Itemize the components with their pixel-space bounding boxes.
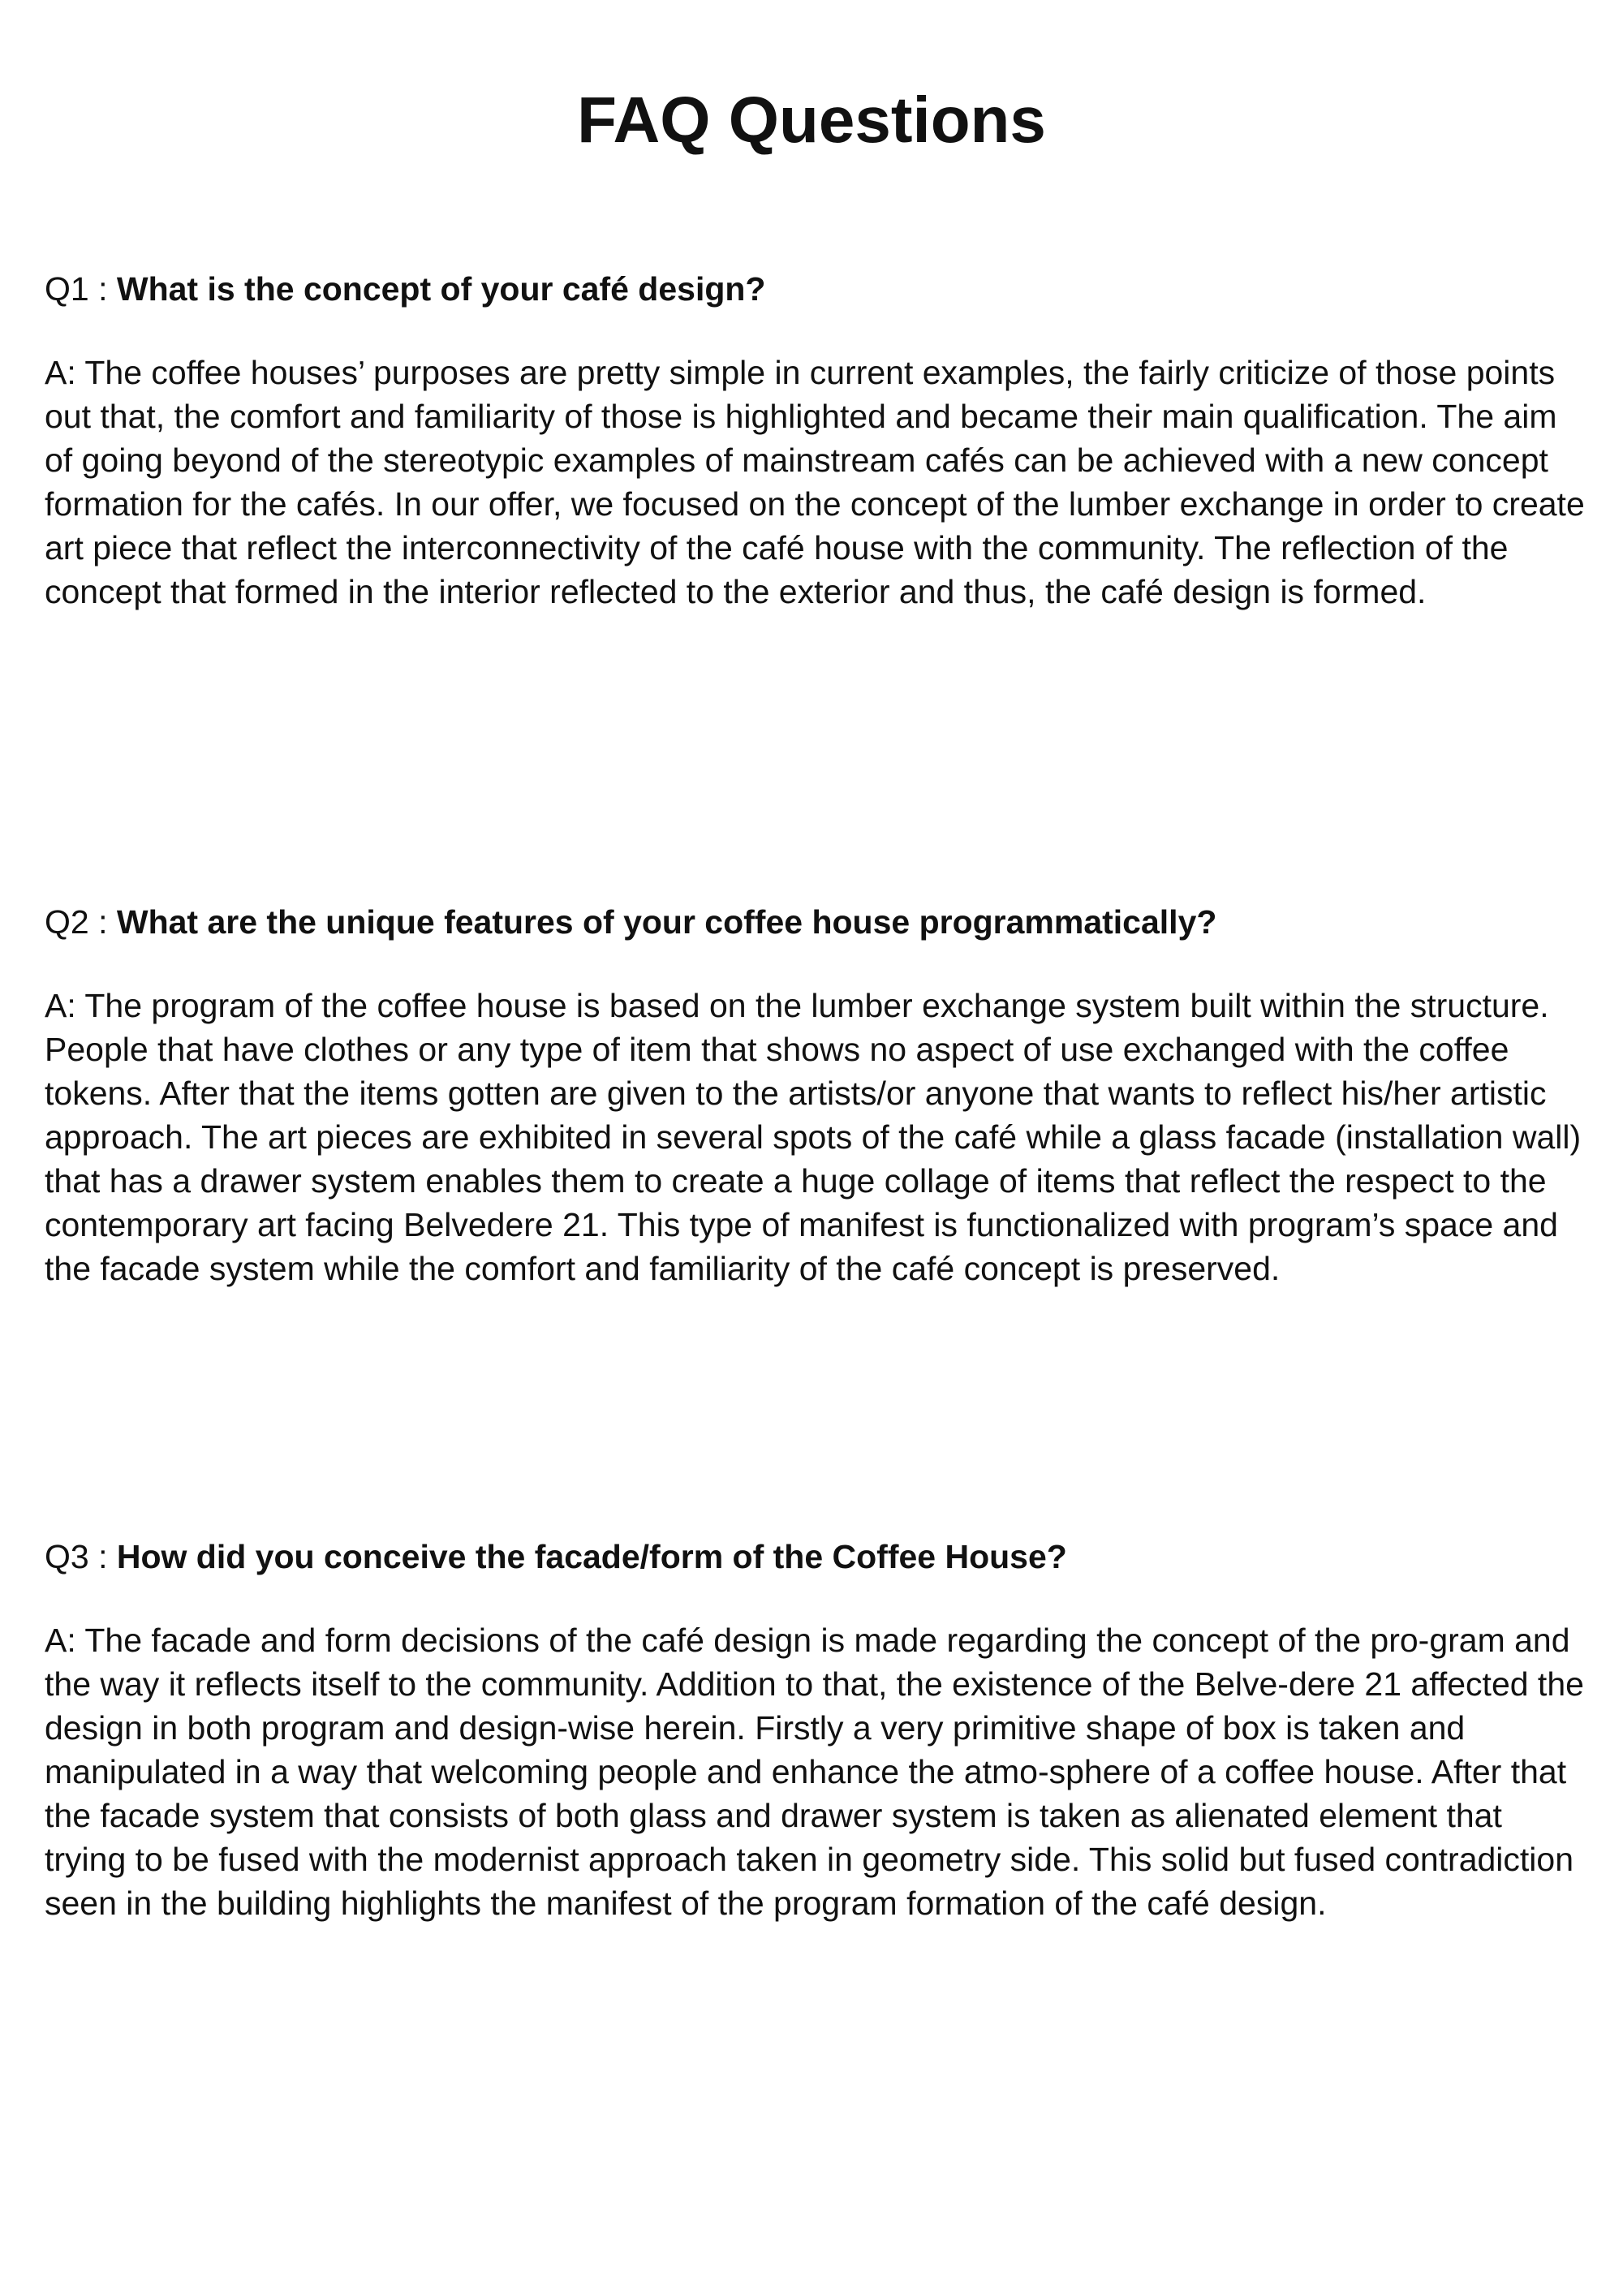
- faq-answer-2: A: The program of the coffee house is based on the lumber exchange system built within the structure. People that have clothes or any type of item that shows no aspect of use exchanged with the coffee tokens. After that the items gotten are given to the artists/or anyone that wants to reflect his/her artistic approach. The art pieces are exhibited in several spots of the café while a glass facade (installation wall) that has a drawer system enables them to create a huge collage of items that reflect the respect to the contemporary art facing Belvedere 21. This type of manifest is functionalized with program’s space and the facade system while the comfort and familiarity of the café concept is preserved.: [45, 987, 1582, 1287]
- question-text: What are the unique features of your coffee house programmatically?: [116, 903, 1217, 941]
- page-title: FAQ Questions: [577, 84, 1046, 156]
- question-label: Q1 :: [45, 270, 117, 308]
- faq-question-3: [45, 1534, 1586, 1579]
- faq-question-2: [45, 899, 1586, 945]
- faq-item-1: [45, 266, 1586, 614]
- faq-item-3: [45, 1534, 1586, 1925]
- question-label: Q2 :: [45, 903, 117, 941]
- faq-answer-3: A: The facade and form decisions of the café design is made regarding the concept of the pro-gram and the way it reflects itself to the community. Addition to that, the existence of the Belve-dere 21 affected the design in both program and design-wise herein. Firstly a very primitive shape of box is taken and manipulated in a way that welcoming people and enhance the atmo-sphere of a coffee house. After that the facade system that consists of both glass and drawer system is taken as alienated element that trying to be fused with the modernist approach taken in geometry side. This solid but fused contradiction seen in the building highlights the manifest of the program formation of the café design.: [45, 1622, 1584, 1922]
- faq-question-1: [45, 266, 1586, 312]
- question-text: How did you conceive the facade/form of the Coffee House?: [116, 1538, 1067, 1575]
- faq-item-2: [45, 899, 1586, 1290]
- question-text: What is the concept of your café design?: [116, 270, 766, 308]
- faq-answer-1: A: The coffee houses’ purposes are pretty simple in current examples, the fairly criticize of those points out that, the comfort and familiarity of those is highlighted and became their main qualification. The aim of going beyond of the stereotypic examples of mainstream cafés can be achieved with a new concept formation for the cafés. In our offer, we focused on the concept of the lumber exchange in order to create art piece that reflect the interconnectivity of the café house with the community. The reflection of the concept that formed in the interior reflected to the exterior and thus, the café design is formed.: [45, 354, 1585, 610]
- question-label: Q3 :: [45, 1538, 117, 1575]
